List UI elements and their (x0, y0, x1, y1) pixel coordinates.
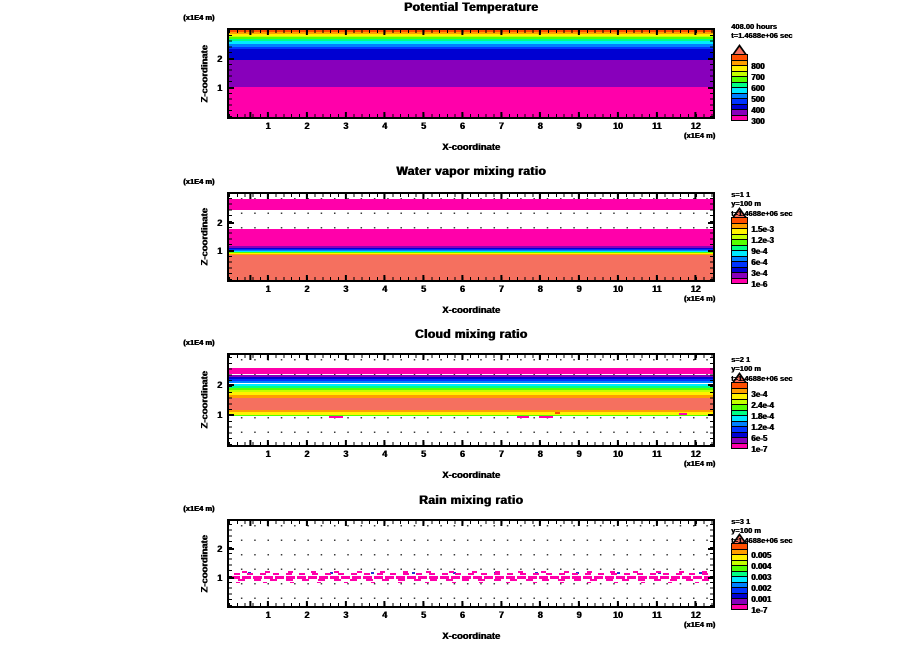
x-tick-label: 9 (576, 449, 582, 459)
y-axis-minor-ticks-right (710, 194, 713, 280)
x-tick-label: 12 (690, 121, 701, 131)
x-tick-label: 5 (420, 284, 426, 294)
x-axis-title: X-coordinate (441, 142, 501, 153)
x-tick-label: 1 (265, 121, 271, 131)
colorbar-tick-label: 9e-4 (751, 247, 768, 256)
contour-band (229, 41, 713, 44)
contour-band (229, 229, 713, 246)
y-axis-unit-label: (x1E4 m) (183, 338, 215, 347)
colorbar-tick-label: 1.2e-4 (751, 423, 774, 432)
contour-band (229, 36, 713, 37)
x-tick-label: 4 (381, 284, 387, 294)
y-tick-label: 2 (216, 217, 222, 228)
x-tick-label: 4 (381, 449, 387, 459)
plot-title: Cloud mixing ratio (414, 327, 528, 341)
contour-band (229, 49, 713, 59)
contour-band (229, 377, 713, 379)
y-axis-major-tick (229, 414, 234, 416)
contour-band (229, 250, 713, 251)
plot-frame (227, 353, 715, 447)
x-tick-label: 7 (498, 284, 504, 294)
contour-band (229, 381, 713, 383)
y-axis-major-tick (708, 58, 713, 60)
y-tick-label: 2 (216, 544, 222, 555)
x-tick-label: 7 (498, 121, 504, 131)
colorbar (731, 55, 748, 121)
x-axis-major-ticks-top (229, 30, 713, 35)
contour-band (229, 410, 713, 413)
x-tick-label: 5 (420, 121, 426, 131)
x-tick-label: 10 (612, 121, 623, 131)
contour-band (229, 368, 713, 374)
y-axis-title: Z-coordinate (199, 208, 211, 266)
y-axis-title: Z-coordinate (199, 44, 211, 103)
x-tick-label: 10 (612, 610, 623, 620)
colorbar-annotation (731, 22, 792, 41)
colorbar-tick-label: 400 (751, 106, 765, 115)
contour-band (229, 251, 713, 252)
x-tick-label: 3 (343, 284, 349, 294)
x-tick-label: 4 (381, 610, 387, 620)
colorbar-patch-magenta (731, 443, 748, 450)
y-axis-major-tick (229, 87, 234, 89)
annotation-line: 408.00 hours (731, 22, 777, 31)
colorbar-annotation (731, 355, 792, 383)
x-tick-label: 12 (690, 610, 701, 620)
plot-frame (227, 28, 715, 119)
y-axis-minor-ticks-left (229, 521, 232, 606)
x-tick-label: 11 (651, 449, 662, 459)
y-axis-minor-ticks-left (229, 30, 232, 117)
contour-band (229, 47, 713, 50)
x-axis-major-ticks-bottom (229, 601, 713, 606)
x-tick-label: 3 (343, 121, 349, 131)
contour-band (229, 384, 713, 386)
x-tick-label: 2 (304, 449, 310, 459)
x-axis-major-ticks-top (229, 355, 713, 360)
colorbar-patch-magenta (731, 115, 748, 122)
x-tick-label: 6 (459, 284, 465, 294)
annotation-line: s=3 1 (731, 517, 750, 526)
x-axis-major-ticks-top (229, 521, 713, 526)
x-tick-label: 9 (576, 610, 582, 620)
x-axis-unit-label: (x1E4 m) (683, 459, 715, 468)
x-axis-title: X-coordinate (441, 470, 501, 481)
annotation-line: y=100 m (731, 364, 761, 374)
colorbar (731, 383, 748, 449)
contour-band (229, 392, 713, 395)
colorbar-tick-label: 0.001 (751, 595, 772, 604)
x-axis-title: X-coordinate (441, 631, 501, 642)
y-tick-label: 1 (216, 246, 222, 257)
x-tick-label: 5 (420, 449, 426, 459)
y-tick-label: 1 (216, 410, 222, 420)
y-axis-minor-ticks-right (710, 30, 713, 117)
contour-band (229, 199, 713, 210)
colorbar-tick-label: 1e-6 (751, 280, 768, 289)
rain-contour-band (231, 570, 711, 583)
colorbar-tick-label: 1.2e-3 (751, 236, 774, 245)
x-tick-label: 11 (651, 610, 662, 620)
contour-band (229, 390, 713, 392)
x-tick-label: 2 (304, 121, 310, 131)
x-tick-label: 2 (304, 284, 310, 294)
colorbar-tick-label: 2.4e-4 (751, 401, 774, 410)
annotation-line: y=100 m (731, 199, 761, 209)
y-axis-major-tick (229, 58, 234, 60)
x-tick-label: 1 (265, 284, 271, 294)
contour-band (229, 60, 713, 87)
annotation-line: t=1.4688e+06 sec (731, 208, 793, 218)
contour-band (229, 253, 713, 254)
colorbar (731, 544, 748, 610)
colorbar-tick-label: 3e-4 (751, 390, 768, 399)
colorbar-annotation (731, 190, 792, 218)
x-tick-label: 6 (459, 449, 465, 459)
x-axis-major-ticks-top (229, 194, 713, 199)
plot-title: Water vapor mixing ratio (396, 164, 546, 178)
x-tick-label: 6 (459, 610, 465, 620)
colorbar-tick-label: 300 (751, 117, 765, 126)
y-axis-major-tick (229, 384, 234, 386)
plot-title: Rain mixing ratio (418, 493, 524, 507)
y-axis-major-tick (708, 414, 713, 416)
x-tick-label: 1 (265, 610, 271, 620)
y-axis-major-tick (229, 222, 234, 224)
y-axis-minor-ticks-right (710, 355, 713, 445)
x-tick-label: 1 (265, 449, 271, 459)
contour-band (229, 379, 713, 381)
x-tick-label: 4 (381, 121, 387, 131)
x-tick-label: 11 (651, 284, 662, 294)
colorbar-annotation (731, 517, 792, 545)
colorbar-tick-label: 600 (751, 84, 765, 93)
x-tick-label: 5 (420, 610, 426, 620)
contour-speck (679, 413, 687, 415)
contour-band (229, 248, 713, 249)
y-tick-label: 1 (216, 572, 222, 583)
y-axis-major-tick (708, 577, 713, 579)
annotation-line: s=1 1 (731, 190, 750, 199)
colorbar-tick-label: 0.005 (751, 551, 772, 560)
x-tick-label: 10 (612, 284, 623, 294)
colorbar-tick-label: 1.5e-3 (751, 225, 774, 234)
x-tick-label: 8 (537, 121, 543, 131)
contour-speck (555, 412, 560, 414)
annotation-line: t=1.4688e+06 sec (731, 535, 793, 545)
x-tick-label: 7 (498, 449, 504, 459)
y-tick-label: 2 (216, 54, 222, 64)
plot-frame (227, 519, 715, 608)
colorbar-tick-label: 6e-5 (751, 434, 768, 443)
contour-band (229, 252, 713, 253)
x-tick-label: 9 (576, 121, 582, 131)
colorbar-tick-label: 0.002 (751, 584, 772, 593)
x-axis-title: X-coordinate (441, 305, 501, 316)
contour-speck (539, 416, 553, 418)
colorbar-tick-label: 0.004 (751, 562, 772, 571)
annotation-line: y=100 m (731, 526, 761, 536)
contour-band (229, 37, 713, 38)
colorbar-patch-magenta (731, 604, 748, 611)
y-axis-title: Z-coordinate (199, 371, 211, 429)
contour-band (229, 412, 713, 415)
x-tick-label: 8 (537, 449, 543, 459)
x-axis-unit-label: (x1E4 m) (683, 131, 715, 140)
x-tick-label: 12 (690, 449, 701, 459)
x-tick-label: 2 (304, 610, 310, 620)
x-tick-label: 9 (576, 284, 582, 294)
y-axis-unit-label: (x1E4 m) (183, 13, 215, 22)
y-axis-major-tick (708, 87, 713, 89)
colorbar-tick-label: 500 (751, 95, 765, 104)
contour-band (229, 386, 713, 388)
y-axis-minor-ticks-left (229, 355, 232, 445)
contour-band (229, 398, 713, 410)
contour-band (229, 39, 713, 41)
colorbar-tick-label: 6e-4 (751, 258, 768, 267)
contour-band (229, 249, 713, 250)
plot-frame (227, 192, 715, 282)
colorbar-tick-label: 3e-4 (751, 269, 768, 278)
contour-band (229, 251, 713, 252)
y-axis-major-tick (708, 548, 713, 550)
contour-speck (517, 416, 529, 418)
x-tick-label: 8 (537, 284, 543, 294)
plot-title: Potential Temperature (403, 0, 539, 14)
x-tick-label: 12 (690, 284, 701, 294)
y-axis-major-tick (708, 384, 713, 386)
x-axis-unit-label: (x1E4 m) (683, 620, 715, 629)
contour-band (229, 44, 713, 47)
annotation-line: s=2 1 (731, 355, 750, 364)
x-tick-label: 7 (498, 610, 504, 620)
colorbar-tick-label: 1.8e-4 (751, 412, 774, 421)
y-axis-unit-label: (x1E4 m) (183, 504, 215, 513)
x-axis-major-ticks-bottom (229, 275, 713, 280)
contour-band (229, 254, 713, 255)
y-tick-label: 1 (216, 83, 222, 93)
x-tick-label: 8 (537, 610, 543, 620)
colorbar-patch-magenta (731, 278, 748, 285)
y-axis-major-tick (708, 222, 713, 224)
x-tick-label: 10 (612, 449, 623, 459)
contour-speck (329, 416, 343, 418)
x-tick-label: 3 (343, 610, 349, 620)
x-axis-major-ticks-bottom (229, 112, 713, 117)
contour-band (229, 415, 713, 416)
annotation-line: t=1.4688e+06 sec (731, 31, 793, 41)
y-axis-minor-ticks-left (229, 194, 232, 280)
x-axis-major-ticks-bottom (229, 440, 713, 445)
colorbar-tick-label: 700 (751, 73, 765, 82)
contour-band (229, 388, 713, 390)
annotation-line: t=1.4688e+06 sec (731, 373, 793, 383)
colorbar-tick-label: 0.003 (751, 573, 772, 582)
contour-band (229, 395, 713, 398)
x-tick-label: 6 (459, 121, 465, 131)
contour-band (229, 246, 713, 247)
y-axis-minor-ticks-right (710, 521, 713, 606)
colorbar-tick-label: 1e-7 (751, 606, 768, 615)
colorbar-tick-label: 1e-7 (751, 445, 768, 454)
x-axis-unit-label: (x1E4 m) (683, 294, 715, 303)
x-tick-label: 11 (651, 121, 662, 131)
colorbar (731, 218, 748, 284)
colorbar-tick-label: 800 (751, 62, 765, 71)
contour-band (229, 375, 713, 377)
y-axis-unit-label: (x1E4 m) (183, 177, 215, 186)
y-axis-major-tick (229, 548, 234, 550)
y-axis-title: Z-coordinate (199, 534, 211, 593)
y-tick-label: 2 (216, 380, 222, 390)
x-tick-label: 3 (343, 449, 349, 459)
y-axis-major-tick (229, 577, 234, 579)
y-axis-major-tick (229, 250, 234, 252)
y-axis-major-tick (708, 250, 713, 252)
